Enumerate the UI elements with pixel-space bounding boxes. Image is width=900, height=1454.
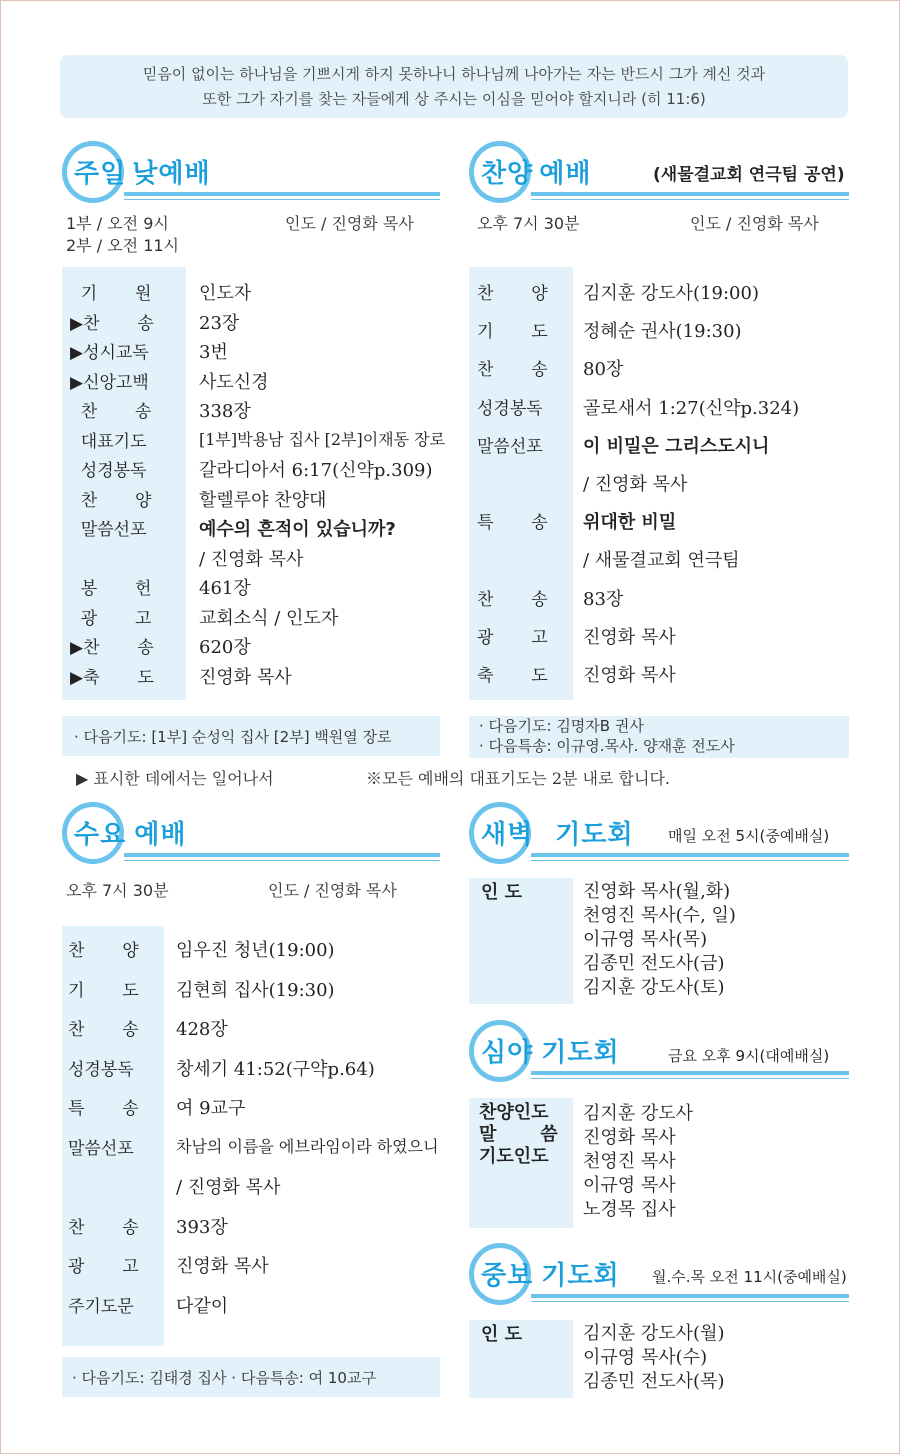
order-row xyxy=(469,661,849,699)
leader-name: 김지훈 강도사 xyxy=(583,1103,694,1124)
leader-name: 노경목 집사 xyxy=(583,1199,676,1220)
dawn-names xyxy=(583,880,736,1000)
order-row xyxy=(62,279,440,309)
order-row xyxy=(469,394,849,432)
order-value: 창세기 41:52(구약p.64) xyxy=(176,1058,375,1080)
title-underline xyxy=(124,192,440,196)
order-value: / 진영화 목사 xyxy=(583,474,688,495)
prayer-time-note: ※모든 예배의 대표기도는 2분 내로 합니다. xyxy=(366,769,670,788)
title-underline-thin xyxy=(124,860,440,861)
leader-name: 김종민 전도사(목) xyxy=(583,1371,725,1392)
leader-name: 김지훈 강도사(토) xyxy=(583,977,725,998)
night-labels xyxy=(479,1102,558,1168)
leader-name: 진영화 목사(월,화) xyxy=(583,881,731,902)
order-label: ▶성시교독 xyxy=(70,343,149,363)
order-row xyxy=(62,1134,440,1174)
order-row xyxy=(62,486,440,516)
order-row xyxy=(62,1094,440,1134)
praise-footer-prayer: · 다음기도: 김명자B 권사 xyxy=(479,717,644,735)
leader-name: 천영진 목사 xyxy=(583,1151,676,1172)
order-row xyxy=(62,1213,440,1253)
order-row xyxy=(62,1292,440,1332)
order-value: 428장 xyxy=(176,1019,228,1040)
order-value: 3번 xyxy=(199,342,228,363)
title-underline xyxy=(531,1071,849,1075)
night-box xyxy=(469,1098,849,1228)
sunday-leader: 인도 / 진영화 목사 xyxy=(285,214,414,233)
order-row xyxy=(62,338,440,368)
order-value: / 진영화 목사 xyxy=(199,548,304,570)
order-value: 골로새서 1:27(신약p.324) xyxy=(583,397,800,419)
order-label: ▶찬 송 xyxy=(70,313,154,334)
sunday-title: 주일 낮예배 xyxy=(74,159,211,189)
intercession-names xyxy=(583,1322,724,1394)
order-row xyxy=(62,427,446,457)
wednesday-title: 수요 예배 xyxy=(74,820,187,850)
praise-leader: 인도 / 진영화 목사 xyxy=(690,214,819,233)
praise-title: 찬양 예배 xyxy=(481,159,592,189)
title-underline-thin xyxy=(531,1078,849,1079)
praise-time: 오후 7시 30분 xyxy=(477,214,580,233)
intercession-note: 월.수.목 오전 11시(중예배실) xyxy=(652,1268,847,1286)
order-value: 예수의 흔적이 있습니까? xyxy=(199,519,396,540)
order-label: 특 송 xyxy=(68,1099,139,1119)
order-value: 진영화 목사 xyxy=(199,666,292,688)
role-label: 기도인도 xyxy=(479,1146,549,1167)
order-row xyxy=(62,1055,440,1095)
title-underline-thin xyxy=(531,860,849,861)
wednesday-service-header xyxy=(62,802,440,866)
intercession-title: 중보 기도회 xyxy=(481,1261,620,1291)
night-note: 금요 오후 9시(대예배실) xyxy=(668,1047,830,1065)
order-label: 성경봉독 xyxy=(68,1059,134,1080)
order-label: ▶신앙고백 xyxy=(70,372,149,393)
title-underline xyxy=(124,853,440,857)
order-value: 338장 xyxy=(199,401,251,422)
order-row xyxy=(469,470,849,508)
order-label: 축 도 xyxy=(477,666,548,686)
order-row xyxy=(62,574,440,604)
order-value: 김현희 집사(19:30) xyxy=(176,979,335,1001)
scripture-verse xyxy=(60,55,848,118)
order-value: 김지훈 강도사(19:00) xyxy=(583,283,759,304)
order-row xyxy=(469,623,849,661)
order-row xyxy=(62,397,440,427)
order-label: 광 고 xyxy=(68,1257,139,1277)
order-value: 다같이 xyxy=(176,1295,229,1317)
title-underline xyxy=(531,1294,849,1298)
order-value: 할렐루야 찬양대 xyxy=(199,489,327,511)
title-underline-thin xyxy=(531,1301,849,1302)
night-title: 심야 기도회 xyxy=(481,1038,620,1068)
order-row xyxy=(469,508,849,546)
leader-name: 천영진 목사(수, 일) xyxy=(583,905,736,926)
order-row xyxy=(62,1015,440,1055)
order-row xyxy=(469,355,849,393)
night-names xyxy=(583,1102,693,1222)
leader-name: 김지훈 강도사(월) xyxy=(583,1323,725,1344)
sunday-time-2: 2부 / 오전 11시 xyxy=(66,236,180,255)
order-row xyxy=(62,633,440,663)
intercession-box xyxy=(469,1320,849,1398)
dawn-note: 매일 오전 5시(중예배실) xyxy=(668,827,830,845)
order-row xyxy=(62,936,440,976)
leader-name: 김종민 전도사(금) xyxy=(583,953,725,974)
order-label: 봉 헌 xyxy=(70,579,152,599)
order-row xyxy=(62,456,440,486)
order-row xyxy=(469,279,849,317)
order-value: 이 비밀은 그리스도시니 xyxy=(583,435,770,457)
order-label: 찬 송 xyxy=(70,402,152,422)
title-underline-thin xyxy=(124,199,440,200)
order-value: 80장 xyxy=(583,359,624,381)
order-label: ▶축 도 xyxy=(70,667,154,688)
title-underline-thin xyxy=(531,199,849,200)
order-value: 461장 xyxy=(199,578,251,599)
order-row xyxy=(62,1173,440,1213)
order-label: 대표기도 xyxy=(70,431,147,452)
order-value: / 진영화 목사 xyxy=(176,1177,281,1198)
order-value: 83장 xyxy=(583,588,624,610)
leader-name: 이규영 목사 xyxy=(583,1175,676,1196)
order-label: 기 도 xyxy=(68,980,139,1001)
order-value: 진영화 목사 xyxy=(583,665,676,686)
intercession-label: 인 도 xyxy=(481,1324,523,1345)
order-value: 진영화 목사 xyxy=(176,1256,269,1277)
order-value: 교회소식 / 인도자 xyxy=(199,607,339,629)
order-label: 찬 송 xyxy=(477,589,548,610)
order-label: 광 고 xyxy=(477,627,548,648)
praise-footer-special: · 다음특송: 이규영.목사. 양재훈 전도사 xyxy=(479,737,735,755)
dawn-box xyxy=(469,878,849,1004)
order-label: 주기도문 xyxy=(68,1296,134,1317)
order-label: 찬 송 xyxy=(68,1020,139,1040)
order-row xyxy=(62,604,440,634)
dawn-title: 새벽 기도회 xyxy=(481,820,634,850)
order-value: 정혜순 권사(19:30) xyxy=(583,321,742,343)
sunday-time-1: 1부 / 오전 9시 xyxy=(66,214,169,233)
order-value: 여 9교구 xyxy=(176,1098,246,1119)
praise-order-box xyxy=(469,267,849,700)
sunday-footer: · 다음기도: [1부] 순성익 집사 [2부] 백원열 장로 xyxy=(62,716,440,756)
order-label: 기 도 xyxy=(477,322,548,343)
order-label: 찬 양 xyxy=(68,941,139,961)
order-row xyxy=(469,317,849,355)
title-underline xyxy=(531,192,849,196)
order-value: 23장 xyxy=(199,312,240,334)
order-row xyxy=(62,1252,440,1292)
order-value: 갈라디아서 6:17(신약p.309) xyxy=(199,460,433,481)
wednesday-order-box xyxy=(62,926,440,1346)
order-value: 사도신경 xyxy=(199,371,269,393)
order-label: 찬 송 xyxy=(477,360,548,381)
order-label: 찬 양 xyxy=(477,284,548,304)
order-row xyxy=(62,545,440,575)
praise-footer xyxy=(469,716,849,758)
order-label: 성경봉독 xyxy=(70,461,147,481)
order-label: 찬 송 xyxy=(68,1217,139,1238)
order-row xyxy=(62,309,440,339)
praise-note: (새물결교회 연극팀 공연) xyxy=(653,165,845,185)
verse-line-2: 또한 그가 자기를 찾는 자들에게 상 주시는 이심을 믿어야 할지니라 (히 11:6) xyxy=(202,90,706,108)
role-label: 말 씀 xyxy=(479,1124,558,1145)
order-label: ▶찬 송 xyxy=(70,638,154,658)
order-label: 성경봉독 xyxy=(477,398,543,419)
order-label: 말씀선포 xyxy=(477,436,543,457)
order-row xyxy=(469,546,849,584)
dawn-label: 인 도 xyxy=(481,882,523,903)
order-value: [1부]박용남 집사 [2부]이재동 장로 xyxy=(199,429,446,449)
leader-name: 이규영 목사(목) xyxy=(583,929,708,950)
order-row xyxy=(62,515,440,545)
order-label: 특 송 xyxy=(477,513,548,534)
leader-name: 진영화 목사 xyxy=(583,1127,676,1148)
order-row xyxy=(62,976,440,1016)
title-underline xyxy=(531,853,849,857)
role-label: 찬양인도 xyxy=(479,1102,549,1123)
order-label: 말씀선포 xyxy=(68,1138,134,1159)
leader-name: 이규영 목사(수) xyxy=(583,1347,708,1368)
wednesday-leader: 인도 / 진영화 목사 xyxy=(268,881,397,900)
order-value: 진영화 목사 xyxy=(583,626,676,648)
order-value: 위대한 비밀 xyxy=(583,512,677,534)
order-value: 차남의 이름을 에브라임이라 하였으니 xyxy=(176,1136,439,1156)
order-label: 기 원 xyxy=(70,284,152,304)
sunday-order-box xyxy=(62,267,446,700)
order-label: 광 고 xyxy=(70,608,152,629)
order-value: 620장 xyxy=(199,637,251,658)
sunday-service-header xyxy=(62,141,440,205)
order-value: 임우진 청년(19:00) xyxy=(176,940,335,961)
order-row xyxy=(469,432,849,470)
order-value: 인도자 xyxy=(199,283,252,304)
order-value: / 새물결교회 연극팀 xyxy=(583,550,740,572)
stand-note: ▶ 표시한 데에서는 일어나서 xyxy=(76,769,274,788)
wednesday-footer: · 다음기도: 김태경 집사 · 다음특송: 여 10교구 xyxy=(62,1357,440,1397)
order-row xyxy=(469,585,849,623)
order-value: 393장 xyxy=(176,1216,228,1238)
order-row xyxy=(62,663,440,693)
wednesday-time: 오후 7시 30분 xyxy=(66,881,169,900)
order-row xyxy=(62,368,440,398)
verse-line-1: 믿음이 없이는 하나님을 기쁘시게 하지 못하나니 하나님께 나아가는 자는 반드시 그가 계신 것과 xyxy=(142,65,766,83)
order-label: 말씀선포 xyxy=(70,520,147,540)
order-label: 찬 양 xyxy=(70,490,152,511)
